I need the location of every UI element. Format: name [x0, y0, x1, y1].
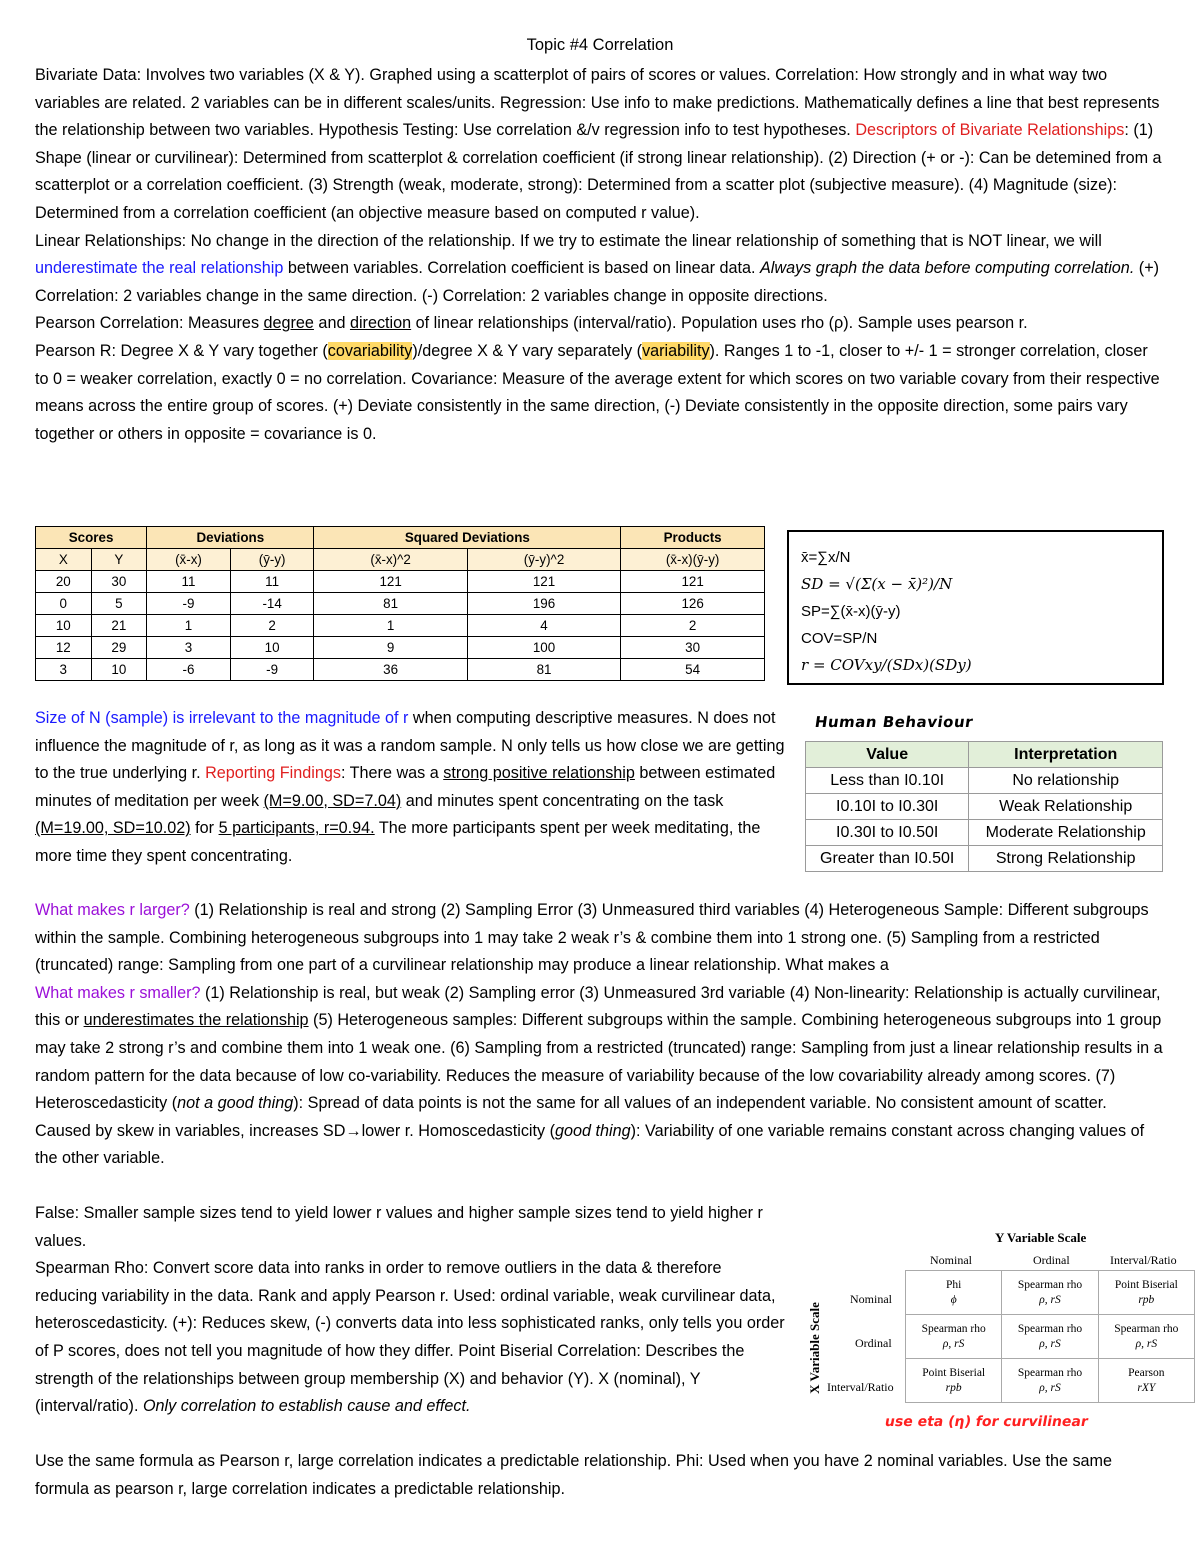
linear-text: Linear Relationships: No change in the direction of the relationship. If we try to estimate the linear relationship of something that is NOT linear, we will: [35, 231, 1102, 250]
smaller-r-label: What makes r smaller?: [35, 983, 201, 1002]
cell: Moderate Relationship: [969, 820, 1163, 846]
cell: No relationship: [969, 768, 1163, 794]
col-header: Ordinal: [1033, 1253, 1070, 1267]
r-factors-section: [35, 897, 1165, 1173]
degree-word: degree: [263, 314, 314, 333]
cell: 3: [36, 659, 92, 681]
cell: 126: [621, 593, 765, 615]
reporting-text: : There was a: [340, 764, 444, 783]
meditation-stats: (M=9.00, SD=7.04): [263, 791, 402, 810]
matrix-cell: [1098, 1359, 1194, 1403]
eta-note: use eta (η) for curvilinear: [883, 1414, 1090, 1430]
cov-formula: COV=SP/N: [801, 630, 878, 647]
cell-symbol: rXY: [1137, 1381, 1156, 1394]
matrix-cell: [1002, 1315, 1098, 1359]
human-behaviour-note: Human Behaviour: [813, 713, 975, 731]
pearson-r-text-2: )/degree X & Y vary separately (: [412, 341, 643, 360]
cell: 5: [91, 593, 147, 615]
cell: Strong Relationship: [969, 846, 1163, 872]
cell: 11: [147, 571, 231, 593]
group-header: Deviations: [147, 527, 314, 549]
intro-section: [35, 62, 1165, 448]
row-header: Nominal: [850, 1292, 892, 1306]
x-scale-title: X Variable Scale: [807, 1302, 822, 1394]
reporting-text-2: between estimated minutes of meditation per week: [35, 764, 776, 810]
sub-header: (x̄-x): [147, 549, 231, 571]
table-row: [806, 768, 1163, 794]
reporting-findings-label: Reporting Findings: [205, 764, 341, 783]
row-header: Ordinal: [855, 1336, 892, 1350]
larger-r-label: What makes r larger?: [35, 901, 190, 919]
cell-label: Spearman rho: [1114, 1322, 1179, 1335]
matrix-cell: [1098, 1271, 1194, 1315]
table-row: [806, 794, 1163, 820]
group-header: Products: [621, 527, 765, 549]
cell: 0: [36, 593, 92, 615]
sample-size-highlight: Size of N (sample) is irrelevant to the magnitude of r: [35, 709, 409, 727]
sample-size-section: [35, 705, 785, 871]
smaller-r-text-4: ): Variability of one variable remains constant across changing values of the other variable.: [35, 1121, 1145, 1168]
row-header: Interval/Ratio: [827, 1380, 894, 1394]
cell: 3: [147, 637, 231, 659]
cell-label: Phi: [945, 1278, 962, 1291]
table-row: [36, 637, 765, 659]
cell: 10: [36, 615, 92, 637]
cell: 12: [36, 637, 92, 659]
col-header: Interval/Ratio: [1110, 1253, 1177, 1267]
cell: 196: [467, 593, 620, 615]
table-row: [36, 615, 765, 637]
cell: 81: [314, 593, 467, 615]
smaller-r-text: (1) Relationship is real, but weak (2) Sampling error (3) Unmeasured 3rd variable (4) Non-linearity: Relationship is actually curvilinear, this or: [35, 983, 1161, 1030]
matrix-cell: [906, 1271, 1002, 1315]
pearson-r-text: Pearson R: Degree X & Y vary together (: [35, 341, 328, 360]
underestimates-underline: underestimates the relationship: [83, 1011, 309, 1030]
table-row: [36, 593, 765, 615]
cell-label: Spearman rho: [1017, 1322, 1083, 1335]
matrix-cell: [1098, 1315, 1194, 1359]
phi-section: [35, 1448, 1165, 1503]
cell-symbol: ρ, rS: [1039, 1381, 1061, 1394]
sub-header: (ȳ-y)^2: [467, 549, 620, 571]
cell: 1: [314, 615, 467, 637]
cell: 29: [91, 637, 147, 659]
pearson-text-2: of linear relationships (interval/ratio). Population uses rho (ρ). Sample uses pearson r.: [411, 314, 1028, 333]
cell: 30: [91, 571, 147, 593]
cell-label: Point Biserial: [1114, 1278, 1178, 1291]
scores-table: [35, 526, 765, 681]
sub-header: X: [36, 549, 92, 571]
cell-symbol: ρ, rS: [1039, 1337, 1061, 1350]
table-row: [36, 659, 765, 681]
cell: 20: [36, 571, 92, 593]
cell: 10: [91, 659, 147, 681]
y-scale-title: Y Variable Scale: [995, 1230, 1087, 1245]
sub-header: (ȳ-y): [230, 549, 314, 571]
cell: 2: [230, 615, 314, 637]
descriptors-label: Descriptors of Bivariate Relationships: [855, 121, 1125, 140]
sub-header: (x̄-x)(ȳ-y): [621, 549, 765, 571]
r-formula: r = COVxy/(SDx)(SDy): [801, 656, 972, 674]
reporting-text-5: The more participants spent per week meditating, the more time they spent concentrating.: [35, 819, 761, 865]
false-section: [35, 1200, 785, 1421]
cell: -9: [230, 659, 314, 681]
cause-effect-note: Only correlation to establish cause and effect.: [142, 1397, 471, 1416]
cell-label: Spearman rho: [1017, 1366, 1083, 1379]
cell: 10: [230, 637, 314, 659]
strong-positive-underline: strong positive relationship: [443, 764, 635, 783]
spearman-text: Spearman Rho: Convert score data into ranks in order to remove outliers in the data & therefore reducing variability in the data. Rank and apply Pearson r. Used: ordinal variable, weak curvilinear data, heteroscedasticity. (+): Reduces skew, (-) converts data into less sophisticated ranks, only tells you order of P scores, does not tell you magnitude of how they differ. Point Biserial Correlation: Describes the strength of the relationships between group membership (X) and behavior (Y). X (nominal), Y (interval/ratio).: [35, 1259, 785, 1416]
cell: Greater than I0.50I: [806, 846, 969, 872]
direction-word: direction: [349, 314, 412, 333]
correlation-type-matrix: [805, 1230, 1195, 1430]
cell-label: Point Biserial: [922, 1366, 986, 1379]
larger-r-text: (1) Relationship is real and strong (2) Sampling Error (3) Unmeasured third variables (4) Heterogeneous Sample: Different subgroups within the sample. Combining heterogeneous subgroups into 1 may take 2 weak r’s & combine them into 1 strong one. (5) Sampling from a restricted (truncated) range: Sampling from one part of a curvilinear relationship may produce a linear relationship. What makes a: [35, 901, 1149, 975]
variability-highlight: variability: [642, 341, 710, 360]
cell-symbol: ρ, rS: [1135, 1337, 1158, 1350]
cell: I0.10I to I0.30I: [806, 794, 969, 820]
pearson-r-text-3: ). Ranges 1 to -1, closer to +/- 1 = stronger correlation, closer to 0 = weaker correlation, exactly 0 = no correlation. Covariance: Measure of the average extent for which scores on two variable covary from their respective means across the entire group of scores. (+) Deviate consistently in the same direction, (-) Deviate consistently in the opposite direction, some pairs vary together or others in opposite = covariance is 0.: [35, 341, 1160, 443]
pearson-text: Pearson Correlation: Measures: [35, 314, 264, 333]
interpretation-table: [805, 741, 1163, 872]
cell: 121: [621, 571, 765, 593]
graph-note: Always graph the data before computing correlation.: [759, 259, 1135, 278]
cell: 4: [467, 615, 620, 637]
descriptors-text: : (1) Shape (linear or curvilinear): Determined from scatterplot & correlation coefficient (if strong linear relationship). (2) Direction (+ or -): Can be detemined from a scatterplot or a correlation coefficient. (3) Strength (weak, moderate, strong): Determined from a scatter plot (subjective measure). (4) Magnitude (size): Determined from a correlation coefficient (an objective measure based on computed r value).: [35, 121, 1162, 222]
cell-label: Spearman rho: [921, 1322, 986, 1335]
cell: 30: [621, 637, 765, 659]
sample-size-text: when computing descriptive measures. N does not influence the magnitude of r, as long as it was a random sample. N only tells us how close we are getting to the true underlying r.: [35, 709, 785, 783]
linear-text-2: between variables. Correlation coefficient is based on linear data.: [283, 259, 760, 278]
smaller-r-text-3: ): Spread of data points is not the same for all values of an independent variable. No consistent amount of scatter. Caused by skew in variables, increases SD→lower r. Homoscedasticity (: [35, 1094, 1107, 1140]
group-header: Squared Deviations: [314, 527, 621, 549]
cell: 81: [467, 659, 620, 681]
concentration-stats: (M=19.00, SD=10.02): [35, 819, 191, 838]
mean-formula: x̄=∑x/N: [801, 549, 851, 566]
smaller-r-text-2: (5) Heterogeneous samples: Different subgroups within the sample. Combining heterogeneous subgroups into 1 group may take 2 strong r’s and combine them into 1 weak one. (6) Sampling from a restricted (truncated) range: Sampling from just a linear relationship results in a random pattern for the data because of low co-variability. Reduces the measure of variability because of the low covariability already among scores. (7) Heteroscedasticity (: [35, 1011, 1163, 1113]
participants-stats: 5 participants, r=0.94.: [218, 819, 375, 838]
cell: 11: [230, 571, 314, 593]
cell-label: Spearman rho: [1017, 1278, 1083, 1291]
cell: 121: [314, 571, 467, 593]
table-row: [36, 571, 765, 593]
group-header: Scores: [36, 527, 147, 549]
cell: I0.30I to I0.50I: [806, 820, 969, 846]
page-title: Topic #4 Correlation: [526, 36, 674, 54]
cell: 36: [314, 659, 467, 681]
linear-text-3: (+) Correlation: 2 variables change in the same direction. (-) Correlation: 2 variables change in opposite directions.: [35, 259, 1160, 305]
matrix-cell: [906, 1315, 1002, 1359]
cell-symbol: ρ, rS: [942, 1337, 965, 1350]
matrix-cell: [1002, 1271, 1098, 1315]
cell: 121: [467, 571, 620, 593]
reporting-text-3: and minutes spent concentrating on the task: [401, 791, 724, 810]
phi-text: Use the same formula as Pearson r, large correlation indicates a predictable relationship. Phi: Used when you have 2 nominal variables. Use the same formula as pearson r, large correlation indicates a predictable relationship.: [35, 1452, 1113, 1498]
value-header: Value: [806, 742, 969, 768]
col-header: Nominal: [930, 1253, 972, 1267]
cell-symbol: rpb: [1138, 1293, 1155, 1306]
cell-symbol: rpb: [945, 1381, 962, 1394]
sp-formula: SP=∑(x̄-x)(ȳ-y): [801, 603, 901, 620]
bivariate-paragraph: Bivariate Data: Involves two variables (X & Y). Graphed using a scatterplot of pairs of scores or values. Correlation: How strongly and in what way two variables are related. 2 variables can be in different scales/units. Regression: Use info to make predictions. Mathematically defines a line that best represents the relationship between two variables. Hypothesis Testing: Use correlation &/v regression info to test hypotheses.: [35, 66, 1160, 140]
cell-symbol: ρ, rS: [1039, 1293, 1061, 1306]
cell: Weak Relationship: [969, 794, 1163, 820]
cell: 21: [91, 615, 147, 637]
matrix-cell: [906, 1359, 1002, 1403]
interpretation-header: Interpretation: [969, 742, 1163, 768]
cell: -9: [147, 593, 231, 615]
table-row: [806, 846, 1163, 872]
sub-header: (x̄-x)^2: [314, 549, 467, 571]
table-row: [806, 820, 1163, 846]
cell: 54: [621, 659, 765, 681]
cell: -14: [230, 593, 314, 615]
good-note: good thing: [555, 1121, 631, 1140]
sd-formula: SD = √(Σ(x − x̄)²)/N: [801, 575, 953, 593]
covariability-highlight: covariability: [327, 341, 413, 360]
false-statement: False: Smaller sample sizes tend to yield lower r values and higher sample sizes tend to yield higher r values.: [35, 1204, 763, 1250]
cell: Less than I0.10I: [806, 768, 969, 794]
cell-symbol: ϕ: [950, 1293, 957, 1306]
matrix-cell: [1002, 1359, 1098, 1403]
cell-label: Pearson: [1128, 1366, 1165, 1379]
not-good-note: not a good thing: [177, 1094, 294, 1113]
cell: 1: [147, 615, 231, 637]
pearson-and: and: [313, 314, 350, 333]
formula-box: [787, 530, 1164, 685]
cell: 2: [621, 615, 765, 637]
cell: -6: [147, 659, 231, 681]
underestimate-highlight: underestimate the real relationship: [35, 259, 284, 278]
sub-header: Y: [91, 549, 147, 571]
cell: 100: [467, 637, 620, 659]
cell: 9: [314, 637, 467, 659]
reporting-text-4: for: [190, 819, 219, 838]
